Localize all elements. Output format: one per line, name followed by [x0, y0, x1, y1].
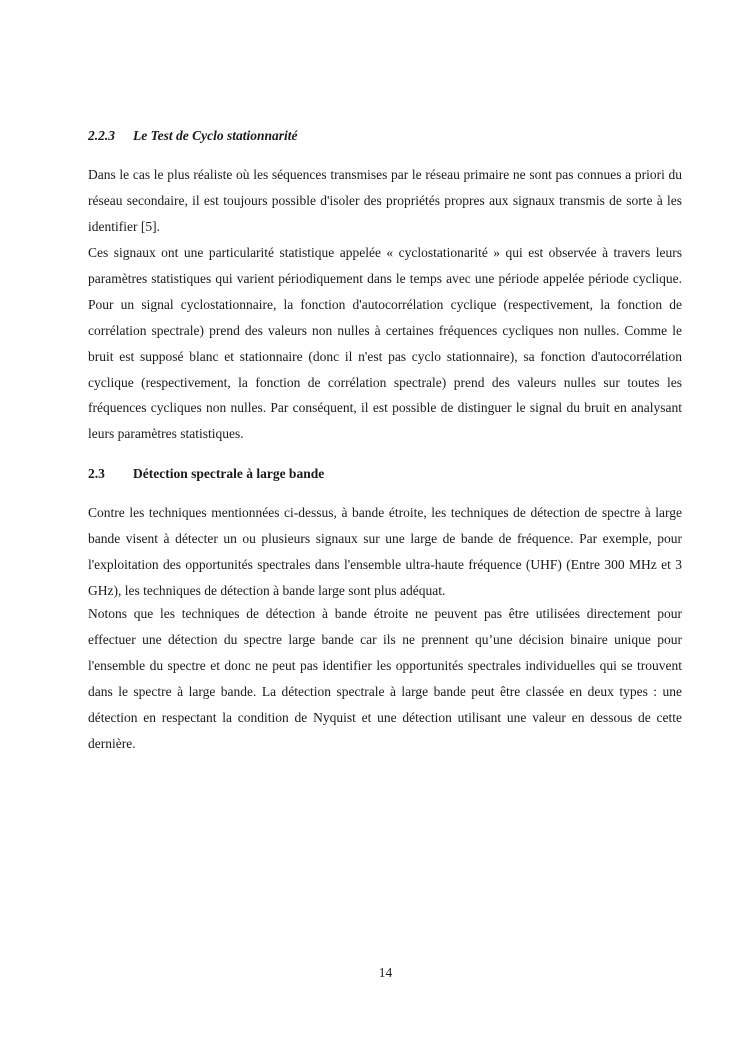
- paragraph-intro: Dans le cas le plus réaliste où les séquences transmises par le réseau primaire ne sont pas connues a priori du réseau secondaire, il est toujours possible d'isoler des propriétés propres aux signaux transmis de sorte à les identifier [5].: [88, 167, 682, 234]
- paragraph-cyclostationarity: Ces signaux ont une particularité statistique appelée « cyclostationarité » qui est observée à travers leurs paramètres statistiques qui varient périodiquement dans le temps avec une période appelée période cyclique. Pour un signal cyclostationnaire, la fonction d'autocorrélation cyclique (respectivement, la fonction de corrélation spectrale) prend des valeurs non nulles à certaines fréquences cycliques non nulles. Comme le bruit est supposé blanc et stationnaire (donc il n'est pas cyclo stationnaire), sa fonction d'autocorrélation cyclique (respectivement, la fonction de corrélation spectrale) prend des valeurs nulles sur toutes les fréquences cycliques non nulles. Par conséquent, il est possible de distinguer le signal du bruit en analysant leurs paramètres statistiques.: [88, 245, 682, 442]
- paragraph-narrowband-limits: Notons que les techniques de détection à bande étroite ne peuvent pas être utilisées directement pour effectuer une détection du spectre large bande car ils ne prennent qu’une décision binaire unique pour l'ensemble du spectre et donc ne peut pas identifier les opportunités spectrales individuelles qui se trouvent dans le spectre à large bande. La détection spectrale à large bande peut être classée en deux types : une détection en respectant la condition de Nyquist et une détection utilisant une valeur en dessous de cette dernière.: [88, 606, 682, 751]
- paragraph-wideband: Contre les techniques mentionnées ci-dessus, à bande étroite, les techniques de détection de spectre à large bande visent à détecter un ou plusieurs signaux sur une large de bande de fréquence. Par exemple, pour l'exploitation des opportunités spectrales dans l'ensemble ultra-haute fréquence (UHF) (Entre 300 MHz et 3 GHz), les techniques de détection à bande large sont plus adéquat.: [88, 505, 682, 598]
- section-heading-2-3: [88, 466, 324, 482]
- section-number: 2.2.3: [88, 128, 115, 143]
- section-title: Le Test de Cyclo stationnarité: [133, 128, 298, 143]
- section-title: Détection spectrale à large bande: [133, 466, 325, 481]
- section-number: 2.3: [88, 466, 105, 481]
- section-heading-2-2-3: [88, 128, 298, 144]
- page-number: 14: [378, 965, 393, 980]
